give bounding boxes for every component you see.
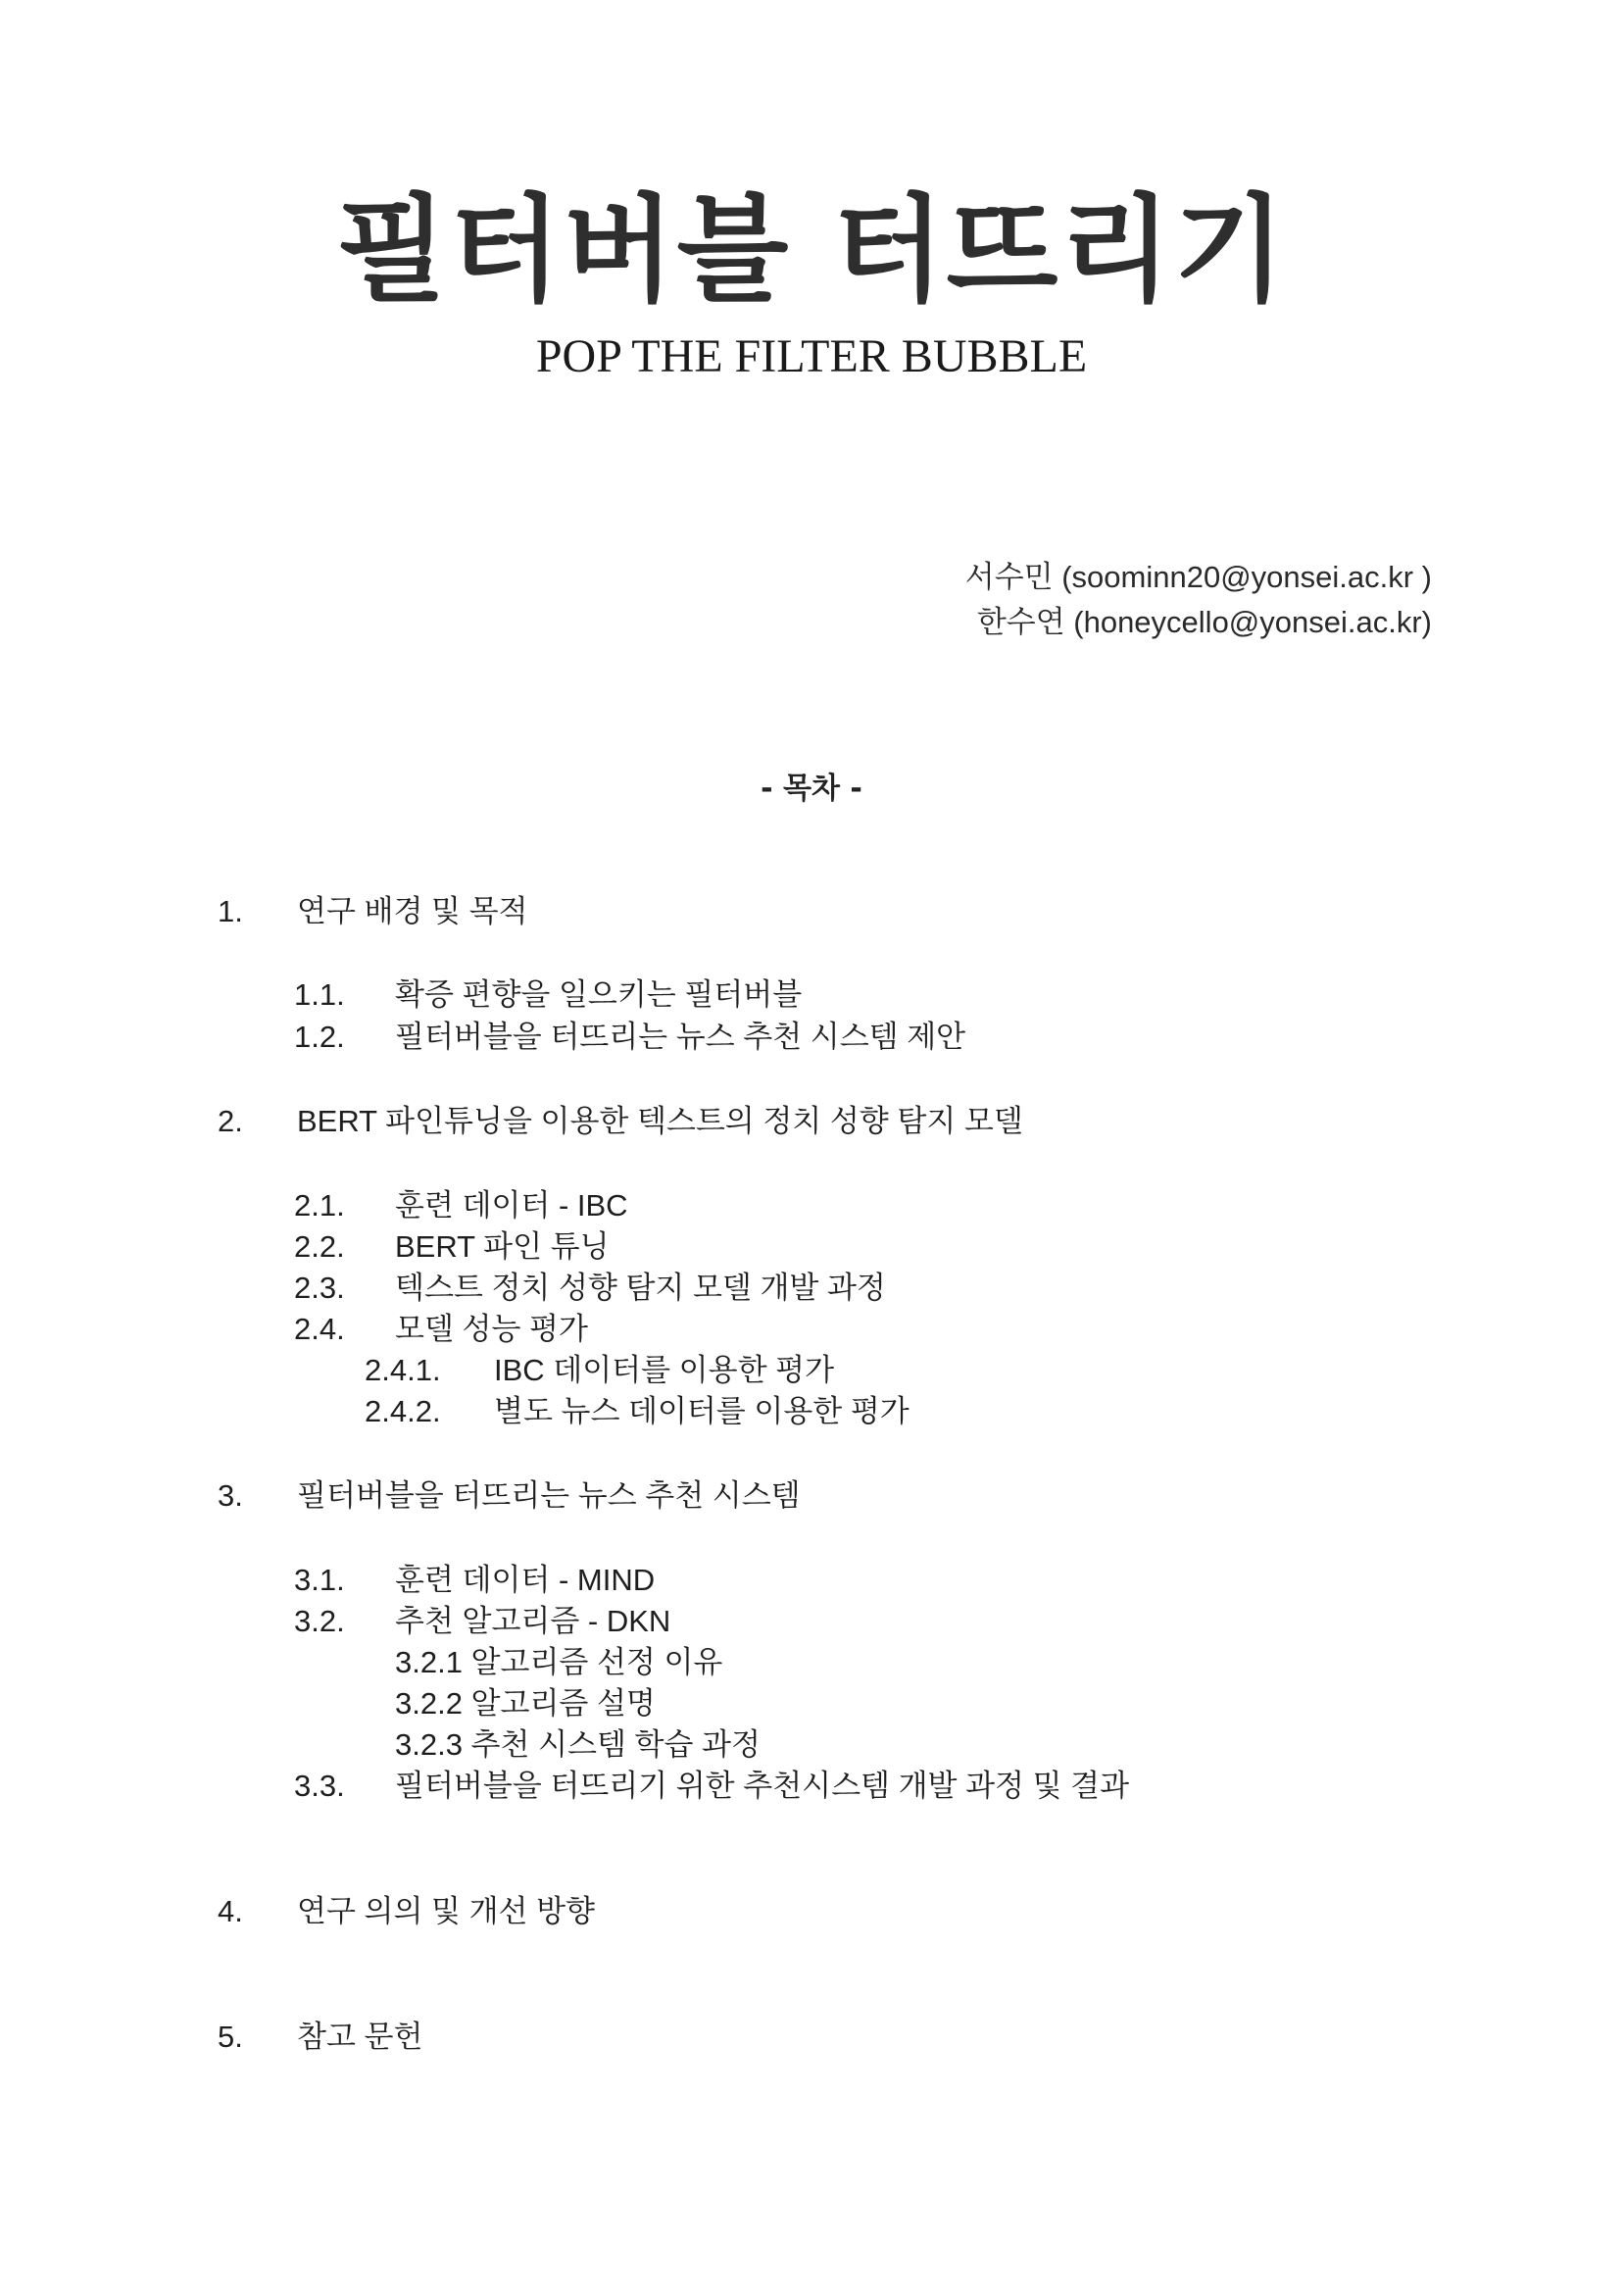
toc-text: 필터버블을 터뜨리는 뉴스 추천 시스템 <box>297 1478 801 1513</box>
toc-text: 별도 뉴스 데이터를 이용한 평가 <box>494 1394 910 1428</box>
toc-number: 2.4. <box>294 1312 345 1346</box>
toc-number: 1.2. <box>294 1020 345 1054</box>
toc-text: 필터버블을 터뜨리기 위한 추천시스템 개발 과정 및 결과 <box>395 1769 1130 1803</box>
toc-number: 3.3. <box>294 1769 345 1803</box>
toc-number: 2.3. <box>294 1271 345 1305</box>
toc-text: 추천 알고리즘 - DKN <box>395 1604 671 1638</box>
toc-entry-3-2-3: 3.2.3 추천 시스템 학습 과정 <box>395 1727 761 1762</box>
author-line: 한수연 (honeycello@yonsei.ac.kr) <box>976 605 1432 639</box>
toc-text: 연구 배경 및 목적 <box>297 894 528 928</box>
toc-entry-3-2-2: 3.2.2 알고리즘 설명 <box>395 1686 656 1721</box>
toc-text: BERT 파인 튜닝 <box>395 1229 610 1264</box>
toc-number: 3.1. <box>294 1563 345 1597</box>
toc-text: 텍스트 정치 성향 탐지 모델 개발 과정 <box>395 1271 886 1305</box>
toc-number: 2. <box>218 1104 243 1138</box>
toc-number: 1. <box>218 894 243 928</box>
toc-text: 훈련 데이터 - MIND <box>395 1563 656 1597</box>
toc-text: 연구 의의 및 개선 방향 <box>297 1894 595 1928</box>
toc-text: IBC 데이터를 이용한 평가 <box>494 1353 835 1387</box>
author-line: 서수민 (soominn20@yonsei.ac.kr ) <box>964 560 1432 594</box>
toc-number: 2.4.2. <box>365 1394 441 1428</box>
toc-number: 2.4.1. <box>365 1353 441 1387</box>
toc-number: 2.2. <box>294 1229 345 1264</box>
toc-text: 참고 문헌 <box>297 2020 423 2054</box>
document-subtitle: POP THE FILTER BUBBLE <box>535 330 1088 382</box>
toc-text: 확증 편향을 일으키는 필터버블 <box>395 977 803 1012</box>
toc-text: 훈련 데이터 - IBC <box>395 1188 628 1223</box>
toc-heading: - 목차 - <box>761 772 862 806</box>
toc-number: 5. <box>218 2020 243 2054</box>
document-title: 필터버블 터뜨리기 <box>335 182 1288 318</box>
toc-number: 3.2. <box>294 1604 345 1638</box>
toc-number: 2.1. <box>294 1188 345 1223</box>
author-list <box>965 555 1432 645</box>
toc-number: 3. <box>218 1478 243 1513</box>
toc-entry-3-2-1: 3.2.1 알고리즘 선정 이유 <box>395 1645 723 1679</box>
toc-text: 모델 성능 평가 <box>395 1312 588 1346</box>
toc-text: 필터버블을 터뜨리는 뉴스 추천 시스템 제안 <box>395 1020 966 1054</box>
toc-number: 4. <box>218 1894 243 1928</box>
toc-number: 1.1. <box>294 977 345 1012</box>
toc-text: BERT 파인튜닝을 이용한 텍스트의 정치 성향 탐지 모델 <box>297 1104 1023 1138</box>
